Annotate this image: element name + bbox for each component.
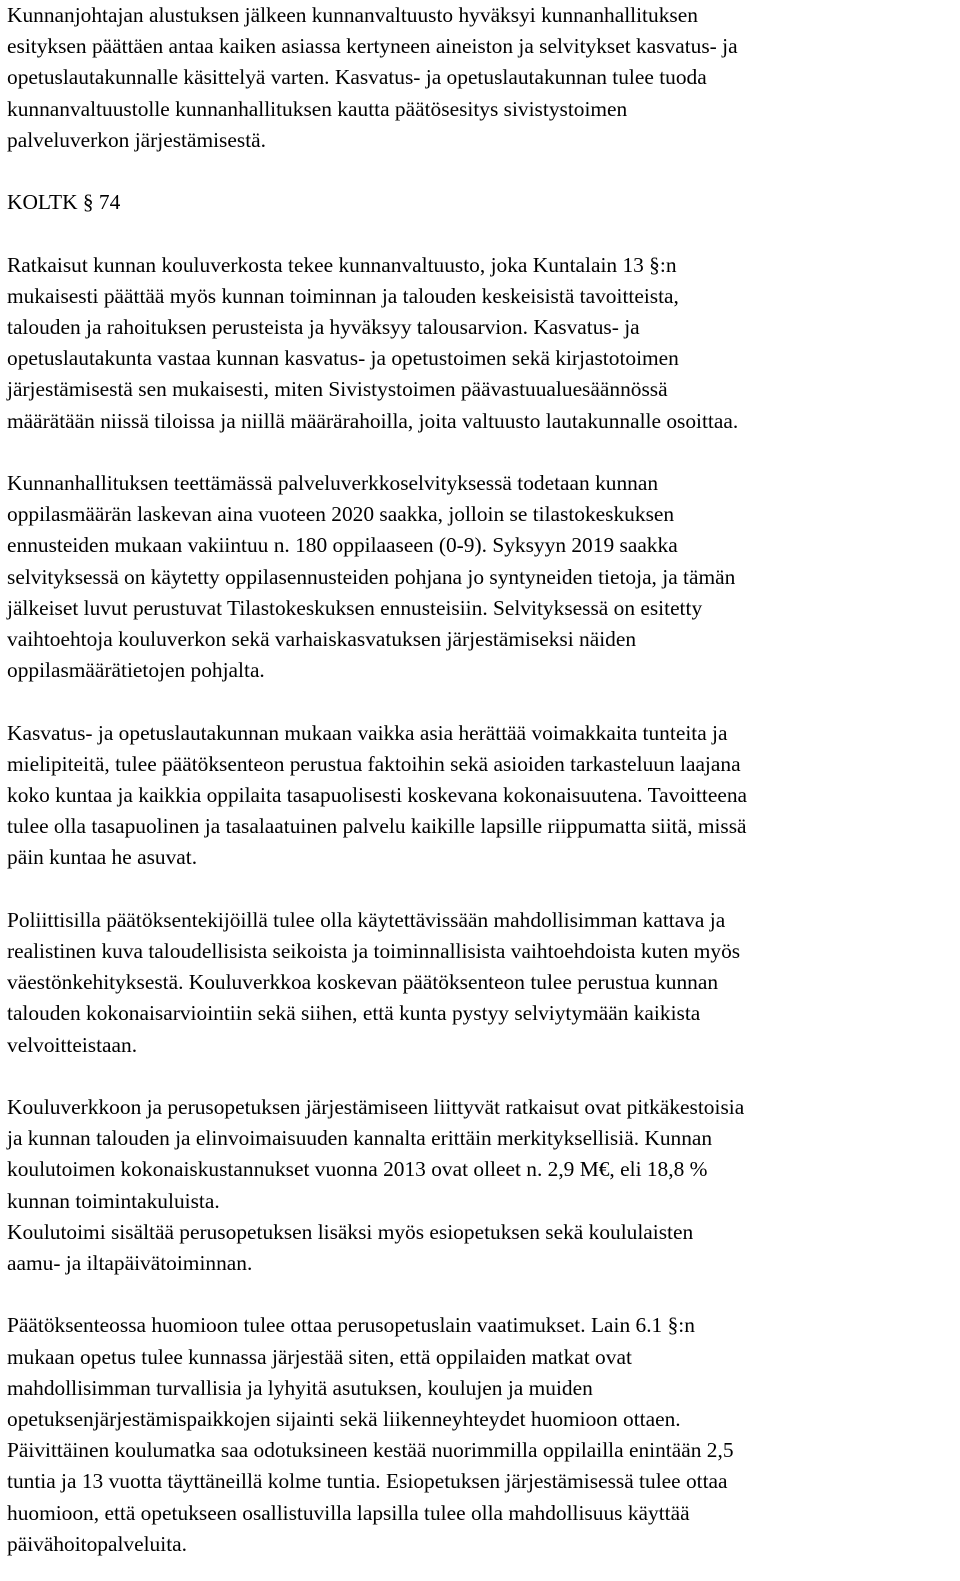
paragraph-gap [7, 1279, 955, 1310]
text-line: aamu- ja iltapäivätoiminnan. [7, 1251, 253, 1276]
text-line: talouden kokonaisarviointiin sekä siihen, että kunta pystyy selviytymään kaikista [7, 1001, 701, 1026]
text-line: mukaisesti päättää myös kunnan toiminnan ja talouden keskeisistä tavoitteista, [7, 283, 679, 308]
text-line: kunnan toimintakuluista. [7, 1188, 220, 1213]
text-line: talouden ja rahoituksen perusteista ja hyväksyy talousarvion. Kasvatus- ja [7, 315, 640, 339]
text-line: kunnanvaltuustolle kunnanhallituksen kautta päätösesitys sivistystoimen [7, 96, 628, 121]
paragraph-gap [7, 686, 955, 717]
paragraph-gap [7, 218, 955, 249]
text-line: jälkeiset luvut perustuvat Tilastokeskuksen ennusteisiin. Selvityksessä on esitetty [7, 595, 703, 620]
paragraph-costs [7, 1092, 955, 1279]
section-heading [7, 187, 955, 218]
text-line: tuntia ja 13 vuotta täyttäneillä kolme tuntia. Esiopetuksen järjestämisessä tulee ottaa [7, 1469, 728, 1494]
text-line: oppilasmäärätietojen pohjalta. [7, 658, 265, 683]
text-line: oppilasmäärän laskevan aina vuoteen 2020 saakka, jolloin se tilastokeskuksen [7, 502, 675, 527]
text-line: tulee olla tasapuolinen ja tasalaatuinen palvelu kaikille lapsille riippumatta siitä, missä [7, 814, 747, 839]
paragraph-service-network-study [7, 468, 955, 686]
text-line: Kunnanjohtajan alustuksen jälkeen kunnanvaltuusto hyväksyi kunnanhallituksen [7, 3, 698, 27]
paragraph-school-network-decisions [7, 250, 955, 437]
text-line: mahdollisimman turvallisia ja lyhyitä asutuksen, koulujen ja muiden [7, 1375, 593, 1400]
text-line: koulutoimen kokonaiskustannukset vuonna 2013 ovat olleet n. 2,9 M€, eli 18,8 % [7, 1157, 708, 1182]
text-line: väestönkehityksestä. Kouluverkkoa koskevan päätöksenteon tulee perustua kunnan [7, 970, 719, 995]
paragraph-gap [7, 874, 955, 905]
text-line: koko kuntaa ja kaikkia oppilaita tasapuolisesti koskevana kokonaisuutena. Tavoitteena [7, 783, 748, 808]
text-line: ja kunnan talouden ja elinvoimaisuuden kannalta erittäin merkityksellisiä. Kunnan [7, 1126, 713, 1151]
text-line: Kouluverkkoon ja perusopetuksen järjestämiseen liittyvät ratkaisut ovat pitkäkestoisia [7, 1095, 745, 1120]
text-line: opetuslautakunnalle käsittelyä varten. Kasvatus- ja opetuslautakunnan tulee tuoda [7, 65, 707, 90]
document-page [7, 0, 955, 1560]
text-line: Kunnanhallituksen teettämässä palveluverkkoselvityksessä todetaan kunnan [7, 471, 659, 495]
text-line: päin kuntaa he asuvat. [7, 845, 198, 870]
text-line: Poliittisilla päätöksentekijöillä tulee olla käytettävissään mahdollisimman kattava ja [7, 907, 726, 932]
text-line: mukaan opetus tulee kunnassa järjestää siten, että oppilaiden matkat ovat [7, 1344, 632, 1369]
section-reference: KOLTK § 74 [7, 190, 121, 215]
text-line: realistinen kuva taloudellisista seikoista ja toiminnallisista vaihtoehdoista kuten myös [7, 939, 741, 964]
text-line: Koulutoimi sisältää perusopetuksen lisäksi myös esiopetuksen sekä koululaisten [7, 1219, 694, 1244]
paragraph-decision-makers [7, 905, 955, 1061]
text-line: Kasvatus- ja opetuslautakunnan mukaan vaikka asia herättää voimakkaita tunteita ja [7, 720, 728, 745]
text-line: selvityksessä on käytetty oppilasennusteiden pohjana jo syntyneiden tietoja, ja tämän [7, 564, 736, 589]
text-line: huomioon, että opetukseen osallistuvilla lapsilla tulee olla mahdollisuus käyttää [7, 1500, 690, 1525]
text-line: opetuksenjärjestämispaikkojen sijainti sekä liikenneyhteydet huomioon ottaen. [7, 1407, 681, 1432]
text-line: päivähoitopalveluita. [7, 1531, 187, 1556]
paragraph-education-law [7, 1310, 955, 1560]
text-line: ennusteiden mukaan vakiintuu n. 180 oppilaaseen (0-9). Syksyyn 2019 saakka [7, 533, 678, 558]
text-line: Päätöksenteossa huomioon tulee ottaa perusopetuslain vaatimukset. Lain 6.1 §:n [7, 1313, 695, 1338]
text-line: järjestämisestä sen mukaisesti, miten Sivistystoimen päävastuualuesäännössä [7, 377, 668, 402]
text-line: Ratkaisut kunnan kouluverkosta tekee kunnanvaltuusto, joka Kuntalain 13 §:n [7, 252, 677, 277]
paragraph-gap [7, 437, 955, 468]
paragraph-gap [7, 156, 955, 187]
text-line: opetuslautakunta vastaa kunnan kasvatus- ja opetustoimen sekä kirjastotoimen [7, 346, 679, 371]
text-line: mielipiteitä, tulee päätöksenteon perustua faktoihin sekä asioiden tarkasteluun laajana [7, 751, 741, 776]
text-line: velvoitteistaan. [7, 1032, 138, 1057]
paragraph-council-decision [7, 0, 955, 156]
text-line: esityksen päättäen antaa kaiken asiassa kertyneen aineiston ja selvitykset kasvatus- ja [7, 34, 738, 59]
text-line: määrätään niissä tiloissa ja niillä määrärahoilla, joita valtuusto lautakunnalle osoittaa. [7, 408, 739, 433]
paragraph-gap [7, 1061, 955, 1092]
text-line: vaihtoehtoja kouluverkon sekä varhaiskasvatuksen järjestämiseksi näiden [7, 627, 637, 652]
paragraph-board-view [7, 718, 955, 874]
text-line: Päivittäinen koulumatka saa odotuksineen kestää nuorimmilla oppilailla enintään 2,5 [7, 1438, 734, 1463]
text-line: palveluverkon järjestämisestä. [7, 127, 266, 152]
